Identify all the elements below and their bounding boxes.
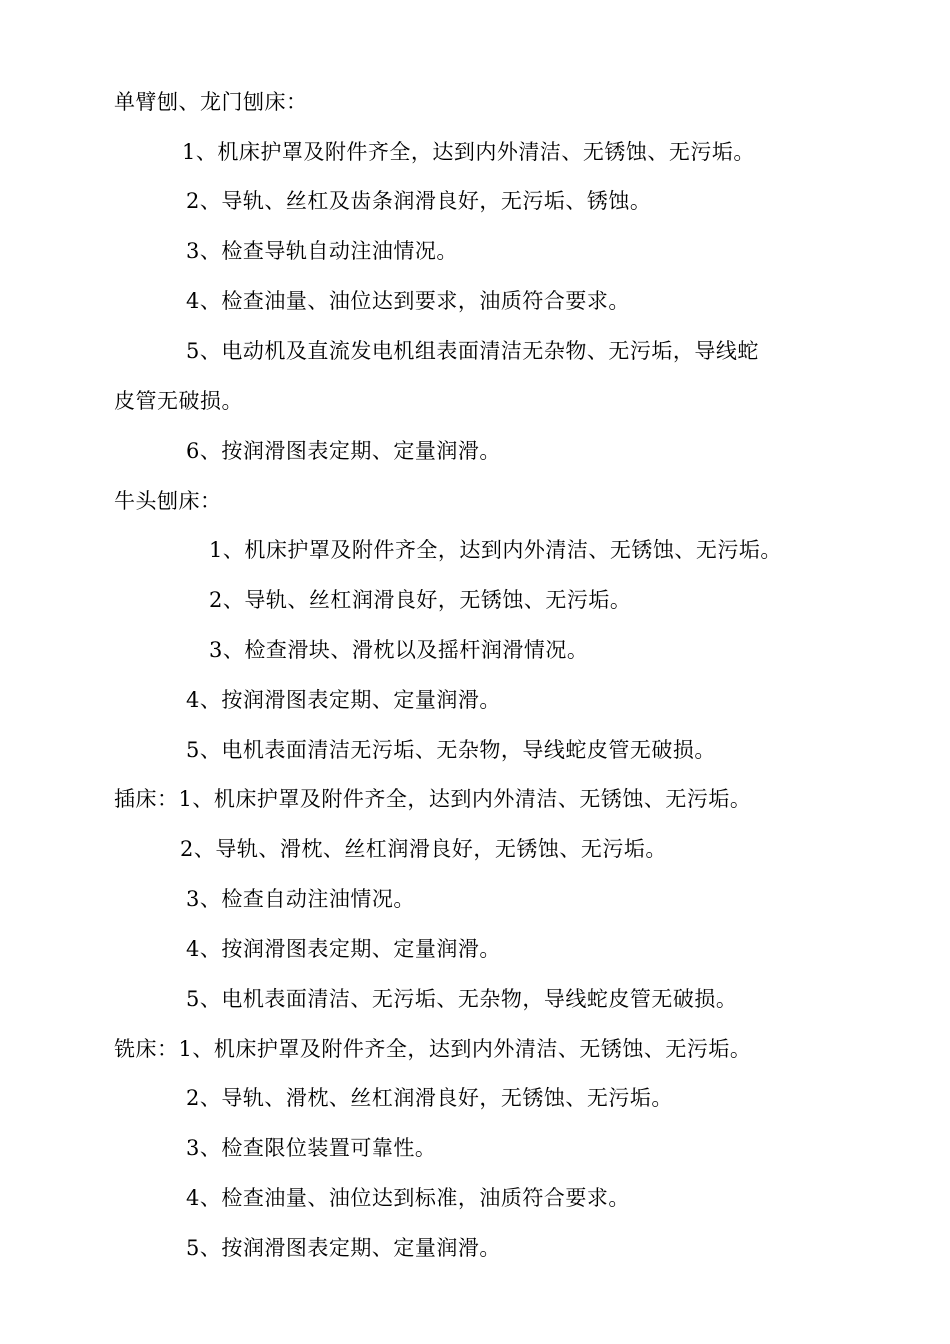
list-item: 2、导轨、丝杠润滑良好，无锈蚀、无污垢。 — [209, 588, 632, 612]
list-item: 3、检查滑块、滑枕以及摇杆润滑情况。 — [209, 638, 589, 662]
list-item: 5、电动机及直流发电机组表面清洁无杂物、无污垢，导线蛇 — [186, 339, 759, 363]
list-item: 3、检查自动注油情况。 — [186, 887, 415, 911]
list-item: 4、检查油量、油位达到要求，油质符合要求。 — [186, 289, 630, 313]
list-item-continuation: 皮管无破损。 — [114, 389, 243, 413]
list-item: 6、按润滑图表定期、定量润滑。 — [186, 439, 501, 463]
section-heading-milling: 铣床：1、机床护罩及附件齐全，达到内外清洁、无锈蚀、无污垢。 — [114, 1037, 752, 1061]
list-item: 4、检查油量、油位达到标准，油质符合要求。 — [186, 1186, 630, 1210]
list-item: 1、机床护罩及附件齐全，达到内外清洁、无锈蚀、无污垢。 — [209, 538, 782, 562]
section-heading-shaper: 牛头刨床： — [114, 489, 222, 513]
list-item: 2、导轨、滑枕、丝杠润滑良好，无锈蚀、无污垢。 — [186, 1086, 673, 1110]
list-item: 2、导轨、滑枕、丝杠润滑良好，无锈蚀、无污垢。 — [180, 837, 667, 861]
list-item: 4、按润滑图表定期、定量润滑。 — [186, 937, 501, 961]
list-item: 3、检查限位装置可靠性。 — [186, 1136, 437, 1160]
list-item: 5、电机表面清洁无污垢、无杂物，导线蛇皮管无破损。 — [186, 738, 716, 762]
list-item: 4、按润滑图表定期、定量润滑。 — [186, 688, 501, 712]
list-item: 1、机床护罩及附件齐全，达到内外清洁、无锈蚀、无污垢。 — [182, 140, 755, 164]
list-item: 5、按润滑图表定期、定量润滑。 — [186, 1236, 501, 1260]
list-item: 3、检查导轨自动注油情况。 — [186, 239, 458, 263]
list-item: 5、电机表面清洁、无污垢、无杂物，导线蛇皮管无破损。 — [186, 987, 738, 1011]
section-heading-slotter: 插床：1、机床护罩及附件齐全，达到内外清洁、无锈蚀、无污垢。 — [114, 787, 752, 811]
section-heading-planer: 单臂刨、龙门刨床： — [114, 90, 308, 114]
list-item: 2、导轨、丝杠及齿条润滑良好，无污垢、锈蚀。 — [186, 189, 652, 213]
